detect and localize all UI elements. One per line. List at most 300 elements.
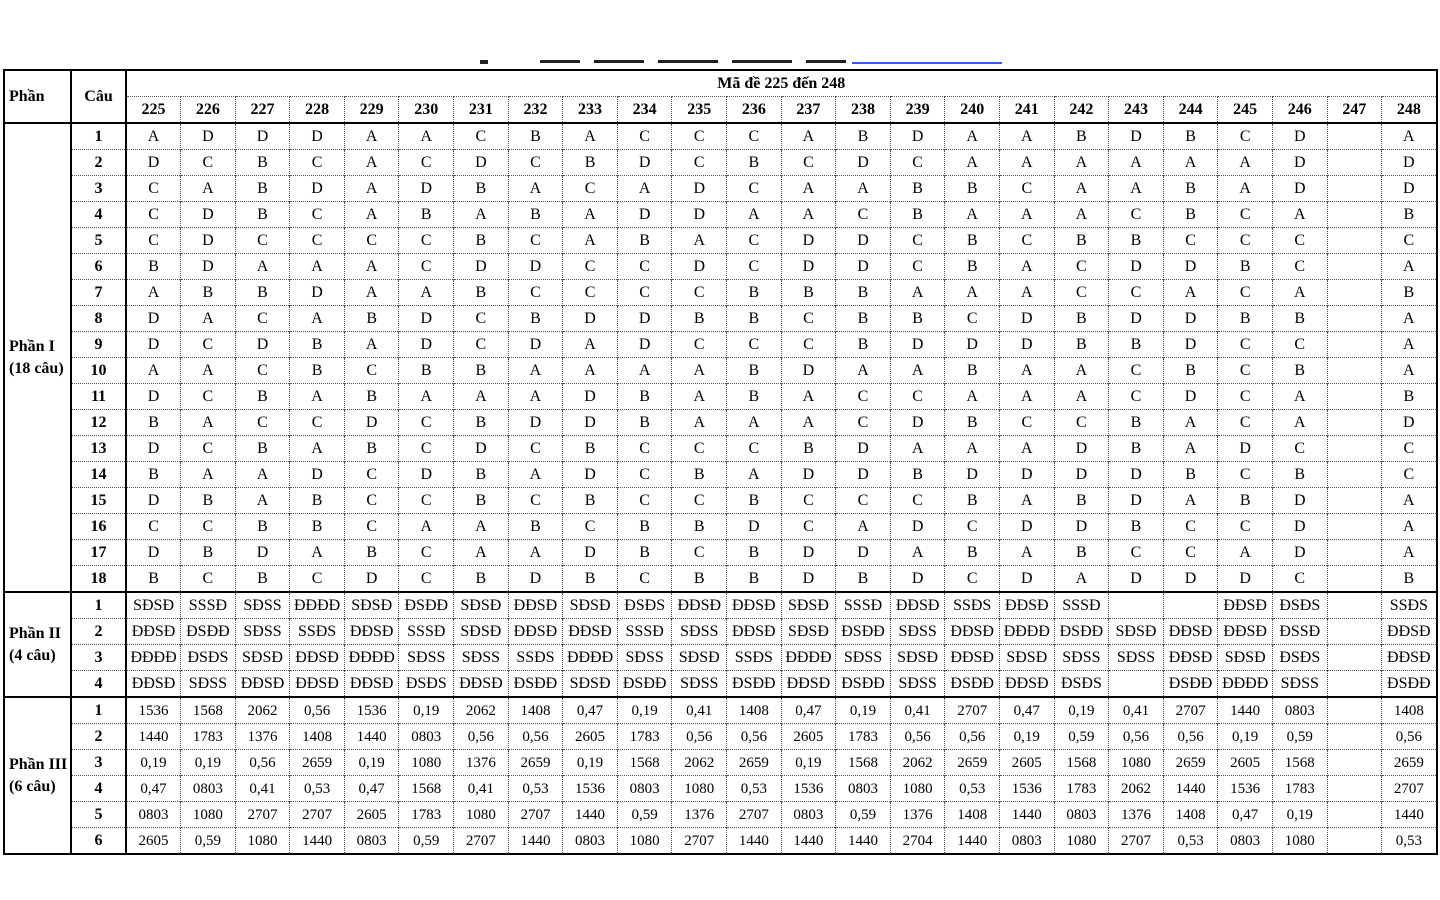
- answer-cell: SĐSS: [617, 645, 672, 671]
- answer-cell: 0,47: [781, 697, 836, 724]
- answer-cell: 0,47: [1000, 697, 1055, 724]
- answer-cell: 1536: [1000, 776, 1055, 802]
- answer-cell: C: [1109, 384, 1164, 410]
- answer-cell: C: [617, 462, 672, 488]
- answer-cell: SĐSĐ: [1218, 645, 1273, 671]
- answer-row: [4, 176, 1437, 202]
- answer-cell: B: [617, 540, 672, 566]
- answer-row: [4, 280, 1437, 306]
- answer-cell: C: [672, 436, 727, 462]
- answer-cell: B: [617, 410, 672, 436]
- answer-cell: A: [1163, 280, 1218, 306]
- answer-cell: A: [890, 358, 945, 384]
- answer-cell: D: [1272, 514, 1327, 540]
- answer-cell: D: [563, 540, 618, 566]
- answer-cell: D: [1000, 332, 1055, 358]
- answer-cell: C: [181, 436, 236, 462]
- question-number: 5: [71, 228, 126, 254]
- answer-cell: B: [890, 202, 945, 228]
- header-row-codes: [4, 97, 1437, 124]
- answer-cell: ĐSĐĐ: [945, 671, 1000, 698]
- answer-cell: A: [945, 384, 1000, 410]
- answer-cell: C: [781, 306, 836, 332]
- answer-row: [4, 566, 1437, 593]
- answer-cell: C: [836, 488, 891, 514]
- answer-cell: 2707: [672, 828, 727, 855]
- answer-row: [4, 306, 1437, 332]
- answer-row: [4, 540, 1437, 566]
- answer-cell: D: [781, 254, 836, 280]
- answer-cell: C: [1218, 228, 1273, 254]
- answer-cell: 1376: [890, 802, 945, 828]
- answer-row: [4, 254, 1437, 280]
- answer-cell: A: [617, 176, 672, 202]
- answer-cell: 0803: [399, 724, 454, 750]
- answer-cell: 1408: [727, 697, 782, 724]
- answer-cell: [1327, 410, 1382, 436]
- answer-cell: D: [617, 306, 672, 332]
- answer-cell: D: [235, 123, 290, 150]
- answer-cell: SĐSĐ: [454, 592, 509, 619]
- answer-cell: 1568: [181, 697, 236, 724]
- answer-cell: ĐĐSĐ: [1218, 619, 1273, 645]
- answer-cell: A: [1218, 540, 1273, 566]
- answer-row: [4, 358, 1437, 384]
- answer-cell: ĐĐĐĐ: [290, 592, 345, 619]
- answer-cell: A: [1109, 150, 1164, 176]
- answer-cell: 0,53: [727, 776, 782, 802]
- answer-row: [4, 776, 1437, 802]
- answer-cell: B: [1109, 436, 1164, 462]
- answer-cell: 1408: [290, 724, 345, 750]
- answer-cell: C: [1218, 410, 1273, 436]
- answer-cell: D: [1109, 123, 1164, 150]
- answer-row: [4, 436, 1437, 462]
- answer-cell: SSĐS: [945, 592, 1000, 619]
- answer-row: [4, 150, 1437, 176]
- answer-cell: B: [727, 384, 782, 410]
- answer-cell: D: [181, 202, 236, 228]
- answer-cell: A: [1163, 410, 1218, 436]
- answer-cell: A: [1054, 358, 1109, 384]
- answer-cell: D: [836, 540, 891, 566]
- answer-cell: SĐSĐ: [235, 645, 290, 671]
- answer-cell: D: [1218, 436, 1273, 462]
- question-number: 10: [71, 358, 126, 384]
- answer-cell: B: [836, 123, 891, 150]
- answer-cell: D: [836, 462, 891, 488]
- answer-row: [4, 724, 1437, 750]
- answer-cell: 0,19: [1218, 724, 1273, 750]
- answer-cell: 2605: [781, 724, 836, 750]
- answer-cell: B: [344, 306, 399, 332]
- answer-cell: ĐĐSĐ: [563, 619, 618, 645]
- answer-cell: D: [672, 202, 727, 228]
- answer-cell: D: [781, 566, 836, 593]
- answer-cell: A: [344, 280, 399, 306]
- answer-cell: C: [563, 176, 618, 202]
- answer-cell: C: [344, 462, 399, 488]
- answer-cell: [1327, 724, 1382, 750]
- answer-cell: A: [672, 384, 727, 410]
- answer-cell: C: [181, 150, 236, 176]
- answer-cell: B: [399, 202, 454, 228]
- answer-cell: 0,56: [890, 724, 945, 750]
- hyperlink-underline: [852, 62, 1002, 64]
- answer-cell: 0,59: [181, 828, 236, 855]
- answer-cell: C: [890, 228, 945, 254]
- answer-cell: A: [1218, 176, 1273, 202]
- answer-cell: 1783: [836, 724, 891, 750]
- answer-cell: 1440: [1382, 802, 1437, 828]
- answer-cell: A: [399, 384, 454, 410]
- answer-cell: ĐĐSĐ: [290, 671, 345, 698]
- section-title: Phần II: [9, 624, 62, 642]
- answer-cell: A: [181, 462, 236, 488]
- exam-code-header: 241: [1000, 97, 1055, 124]
- answer-cell: C: [836, 202, 891, 228]
- answer-cell: A: [181, 410, 236, 436]
- answer-cell: B: [181, 488, 236, 514]
- answer-cell: C: [1218, 358, 1273, 384]
- answer-cell: 1536: [344, 697, 399, 724]
- answer-cell: D: [126, 540, 181, 566]
- question-number: 12: [71, 410, 126, 436]
- answer-cell: D: [890, 566, 945, 593]
- answer-cell: A: [181, 176, 236, 202]
- answer-cell: C: [945, 306, 1000, 332]
- answer-cell: D: [399, 176, 454, 202]
- answer-cell: ĐSĐĐ: [1382, 671, 1437, 698]
- question-number: 9: [71, 332, 126, 358]
- answer-cell: D: [181, 254, 236, 280]
- answer-cell: 2062: [235, 697, 290, 724]
- answer-cell: D: [1272, 540, 1327, 566]
- answer-cell: 1440: [945, 828, 1000, 855]
- question-number: 14: [71, 462, 126, 488]
- question-number: 18: [71, 566, 126, 593]
- answer-cell: A: [126, 358, 181, 384]
- exam-code-header: 229: [344, 97, 399, 124]
- answer-cell: C: [1000, 410, 1055, 436]
- answer-cell: 0,56: [508, 724, 563, 750]
- answer-cell: 0,56: [290, 697, 345, 724]
- answer-cell: C: [290, 410, 345, 436]
- answer-cell: C: [836, 410, 891, 436]
- answer-cell: B: [1218, 488, 1273, 514]
- answer-cell: 1440: [126, 724, 181, 750]
- answer-cell: 1568: [1054, 750, 1109, 776]
- answer-cell: 0803: [344, 828, 399, 855]
- question-number: 11: [71, 384, 126, 410]
- answer-cell: SSĐS: [290, 619, 345, 645]
- answer-cell: B: [235, 150, 290, 176]
- answer-cell: C: [399, 410, 454, 436]
- answer-cell: C: [672, 488, 727, 514]
- answer-cell: D: [1054, 436, 1109, 462]
- section-count: (4 câu): [9, 646, 56, 664]
- answer-cell: C: [1272, 566, 1327, 593]
- answer-cell: ĐĐĐĐ: [563, 645, 618, 671]
- answer-cell: 1080: [890, 776, 945, 802]
- answer-cell: 1568: [1272, 750, 1327, 776]
- answer-row: [4, 462, 1437, 488]
- answer-cell: 0,41: [1109, 697, 1164, 724]
- answer-cell: B: [836, 280, 891, 306]
- answer-cell: SĐSĐ: [672, 645, 727, 671]
- answer-cell: D: [126, 384, 181, 410]
- answer-cell: A: [781, 176, 836, 202]
- answer-cell: C: [617, 436, 672, 462]
- answer-cell: A: [727, 462, 782, 488]
- answer-cell: B: [126, 462, 181, 488]
- answer-cell: 1568: [399, 776, 454, 802]
- answer-cell: 2605: [563, 724, 618, 750]
- answer-cell: A: [290, 384, 345, 410]
- answer-cell: D: [836, 150, 891, 176]
- answer-cell: B: [344, 384, 399, 410]
- answer-cell: SĐSĐ: [563, 671, 618, 698]
- answer-cell: A: [945, 202, 1000, 228]
- answer-cell: D: [781, 462, 836, 488]
- answer-cell: C: [344, 514, 399, 540]
- answer-cell: SSĐS: [1382, 592, 1437, 619]
- answer-cell: B: [1109, 332, 1164, 358]
- answer-cell: A: [1000, 254, 1055, 280]
- answer-cell: B: [454, 176, 509, 202]
- answer-cell: A: [727, 202, 782, 228]
- answer-cell: ĐĐSĐ: [1163, 645, 1218, 671]
- answer-cell: 0,19: [399, 697, 454, 724]
- answer-cell: 2707: [454, 828, 509, 855]
- answer-cell: B: [617, 384, 672, 410]
- answer-cell: C: [126, 202, 181, 228]
- answer-row: [4, 410, 1437, 436]
- answer-cell: B: [1163, 358, 1218, 384]
- answer-cell: B: [508, 202, 563, 228]
- answer-cell: 0,19: [344, 750, 399, 776]
- exam-code-header: 226: [181, 97, 236, 124]
- answer-cell: 0,59: [1272, 724, 1327, 750]
- answer-cell: A: [126, 123, 181, 150]
- question-number: 1: [71, 123, 126, 150]
- answer-cell: A: [1000, 202, 1055, 228]
- answer-cell: D: [1054, 514, 1109, 540]
- question-number: 2: [71, 619, 126, 645]
- answer-cell: SĐSS: [890, 671, 945, 698]
- answer-cell: SSSĐ: [1054, 592, 1109, 619]
- question-number: 1: [71, 697, 126, 724]
- answer-cell: C: [781, 488, 836, 514]
- answer-cell: A: [1218, 150, 1273, 176]
- answer-cell: C: [1109, 540, 1164, 566]
- answer-cell: 2659: [1382, 750, 1437, 776]
- answer-cell: ĐĐSĐ: [1000, 671, 1055, 698]
- answer-cell: B: [508, 306, 563, 332]
- answer-cell: [1327, 514, 1382, 540]
- answer-cell: 1408: [945, 802, 1000, 828]
- answer-cell: 1376: [1109, 802, 1164, 828]
- answer-cell: A: [126, 280, 181, 306]
- answer-cell: A: [781, 384, 836, 410]
- answer-cell: 1440: [1163, 776, 1218, 802]
- answer-cell: C: [1272, 228, 1327, 254]
- phan-header: Phần: [4, 70, 71, 123]
- answer-cell: C: [344, 488, 399, 514]
- answer-cell: 1080: [1054, 828, 1109, 855]
- question-number: 6: [71, 254, 126, 280]
- answer-cell: [1327, 619, 1382, 645]
- exam-code-header: 227: [235, 97, 290, 124]
- answer-cell: D: [890, 332, 945, 358]
- answer-cell: B: [945, 358, 1000, 384]
- answer-cell: 0,53: [945, 776, 1000, 802]
- answer-cell: A: [181, 358, 236, 384]
- answer-cell: B: [235, 436, 290, 462]
- answer-row: [4, 750, 1437, 776]
- answer-cell: B: [1054, 306, 1109, 332]
- answer-cell: C: [672, 540, 727, 566]
- answer-cell: D: [836, 436, 891, 462]
- answer-cell: 1440: [508, 828, 563, 855]
- answer-cell: A: [290, 306, 345, 332]
- answer-cell: C: [126, 228, 181, 254]
- answer-cell: D: [399, 306, 454, 332]
- answer-cell: D: [617, 332, 672, 358]
- answer-cell: C: [235, 410, 290, 436]
- answer-cell: C: [672, 123, 727, 150]
- answer-cell: SĐSĐ: [454, 619, 509, 645]
- answer-cell: 0,41: [235, 776, 290, 802]
- answer-cell: [1327, 750, 1382, 776]
- answer-cell: 0,41: [672, 697, 727, 724]
- answer-cell: 0,56: [1163, 724, 1218, 750]
- answer-cell: C: [1218, 332, 1273, 358]
- answer-cell: 1080: [454, 802, 509, 828]
- answer-cell: SSSĐ: [181, 592, 236, 619]
- section-label: [4, 592, 71, 697]
- answer-cell: A: [890, 280, 945, 306]
- answer-cell: D: [290, 123, 345, 150]
- answer-cell: C: [508, 488, 563, 514]
- answer-cell: ĐĐSĐ: [672, 592, 727, 619]
- answer-cell: C: [399, 150, 454, 176]
- answer-cell: A: [508, 384, 563, 410]
- answer-cell: B: [1054, 332, 1109, 358]
- answer-cell: D: [454, 254, 509, 280]
- answer-cell: 2605: [1218, 750, 1273, 776]
- answer-cell: C: [781, 332, 836, 358]
- answer-cell: D: [181, 228, 236, 254]
- answer-cell: D: [1272, 150, 1327, 176]
- answer-cell: D: [1054, 462, 1109, 488]
- answer-cell: 1536: [563, 776, 618, 802]
- answer-cell: C: [1054, 254, 1109, 280]
- answer-cell: SSĐS: [508, 645, 563, 671]
- answer-cell: 1440: [836, 828, 891, 855]
- answer-cell: D: [781, 228, 836, 254]
- answer-cell: A: [344, 176, 399, 202]
- answer-row: [4, 697, 1437, 724]
- answer-cell: SĐSS: [181, 671, 236, 698]
- answer-cell: A: [399, 514, 454, 540]
- answer-cell: A: [1000, 150, 1055, 176]
- answer-cell: A: [344, 150, 399, 176]
- answer-cell: C: [945, 566, 1000, 593]
- answer-cell: 1080: [617, 828, 672, 855]
- answer-cell: ĐĐĐĐ: [1218, 671, 1273, 698]
- answer-cell: B: [181, 540, 236, 566]
- answer-cell: B: [836, 332, 891, 358]
- answer-cell: D: [126, 436, 181, 462]
- answer-cell: B: [563, 436, 618, 462]
- answer-cell: 2062: [672, 750, 727, 776]
- answer-cell: ĐĐSĐ: [890, 592, 945, 619]
- exam-code-header: 239: [890, 97, 945, 124]
- answer-cell: A: [1382, 306, 1437, 332]
- answer-cell: 0,47: [344, 776, 399, 802]
- exam-code-header: 246: [1272, 97, 1327, 124]
- section-title: Phần III: [9, 755, 68, 773]
- answer-cell: [1327, 776, 1382, 802]
- answer-cell: C: [1272, 436, 1327, 462]
- answer-cell: B: [563, 150, 618, 176]
- cau-header: Câu: [71, 70, 126, 123]
- answer-cell: C: [672, 332, 727, 358]
- answer-cell: 2062: [1109, 776, 1164, 802]
- answer-cell: A: [890, 436, 945, 462]
- answer-cell: A: [1382, 488, 1437, 514]
- answer-cell: D: [836, 254, 891, 280]
- answer-cell: SĐSS: [1054, 645, 1109, 671]
- answer-cell: D: [454, 436, 509, 462]
- answer-cell: C: [1109, 202, 1164, 228]
- answer-cell: C: [1054, 410, 1109, 436]
- answer-cell: D: [1163, 306, 1218, 332]
- answer-cell: ĐSĐS: [399, 671, 454, 698]
- answer-cell: [1327, 332, 1382, 358]
- answer-row: [4, 592, 1437, 619]
- answer-cell: [1327, 202, 1382, 228]
- answer-cell: B: [454, 358, 509, 384]
- answer-cell: A: [1000, 280, 1055, 306]
- answer-cell: C: [836, 384, 891, 410]
- exam-code-header: 248: [1382, 97, 1437, 124]
- answer-cell: 0,53: [508, 776, 563, 802]
- answer-cell: ĐĐSĐ: [1000, 592, 1055, 619]
- answer-cell: C: [290, 566, 345, 593]
- answer-cell: B: [344, 436, 399, 462]
- answer-cell: B: [672, 566, 727, 593]
- answer-cell: B: [1218, 306, 1273, 332]
- answer-cell: B: [672, 462, 727, 488]
- answer-cell: B: [508, 514, 563, 540]
- answer-cell: 0,59: [1054, 724, 1109, 750]
- answer-cell: D: [1109, 306, 1164, 332]
- exam-code-header: 236: [727, 97, 782, 124]
- answer-cell: A: [945, 123, 1000, 150]
- answer-cell: 1568: [836, 750, 891, 776]
- answer-cell: C: [1163, 514, 1218, 540]
- answer-row: [4, 123, 1437, 150]
- answer-cell: SĐSS: [672, 671, 727, 698]
- answer-cell: C: [617, 254, 672, 280]
- answer-cell: SĐSS: [235, 619, 290, 645]
- answer-cell: B: [126, 566, 181, 593]
- answer-cell: A: [344, 202, 399, 228]
- answer-cell: D: [1382, 410, 1437, 436]
- answer-cell: A: [672, 410, 727, 436]
